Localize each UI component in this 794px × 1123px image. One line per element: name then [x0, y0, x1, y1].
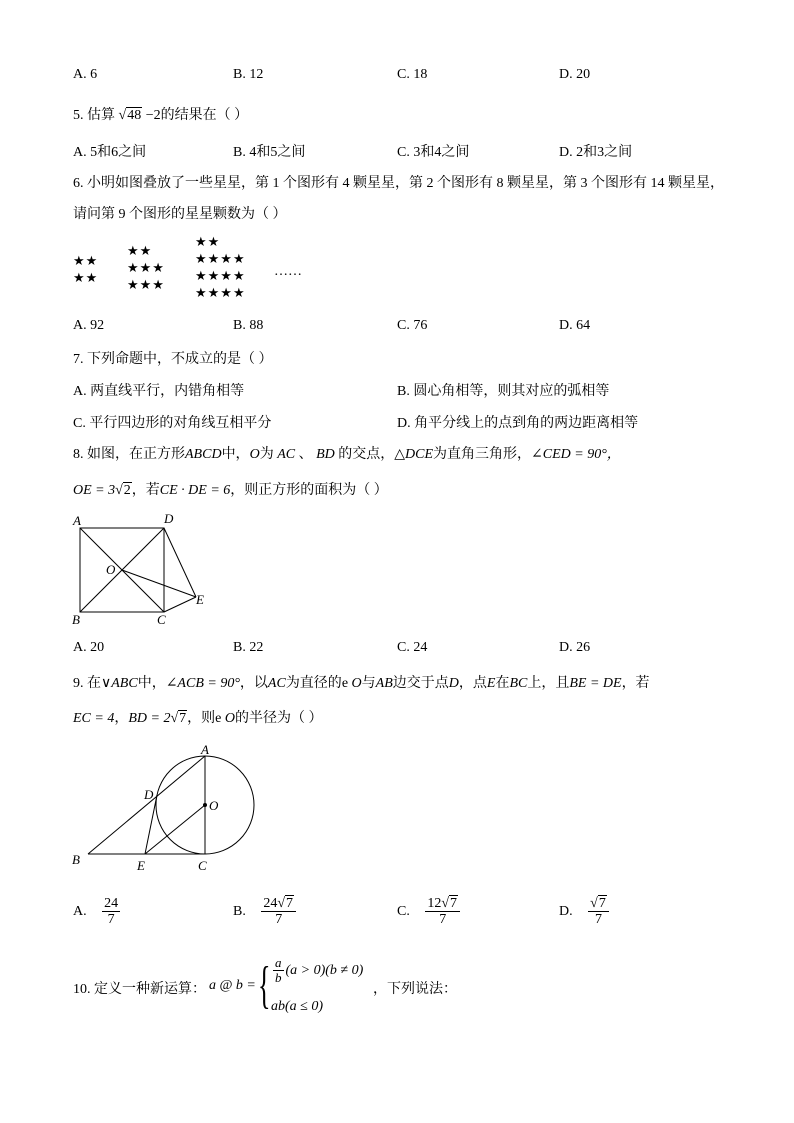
numerator: a	[275, 955, 282, 970]
option-c: C. 76	[397, 318, 428, 333]
option-label: A.	[73, 903, 87, 919]
question-6-line1: 6. 小明如图叠放了一些星星，第 1 个图形有 4 颗星星，第 2 个图形有 8 颗星星，第 3 个图形有 14 颗星星，	[73, 176, 724, 191]
option-d: D. 角平分线上的点到角的两边距离相等	[397, 416, 639, 431]
question-9-line2	[73, 707, 322, 727]
denominator: 7	[107, 912, 115, 928]
option-c: C. 平行四边形的对角线互相平分	[73, 416, 272, 431]
math: BC	[509, 676, 528, 691]
star-row: ★★	[73, 254, 99, 269]
numerator: 24√7	[261, 896, 296, 912]
question-5-stem	[73, 104, 248, 124]
math: △DCE	[394, 447, 434, 462]
label-b: B	[72, 612, 80, 627]
label-a: A	[73, 513, 81, 528]
label-a: A	[201, 742, 209, 757]
option-a: A. 6	[73, 67, 98, 82]
circle-symbol: e	[215, 711, 222, 726]
option-a: A. 20	[73, 640, 105, 655]
denominator: 7	[439, 912, 447, 928]
segment-ce	[164, 597, 196, 612]
text: ，若	[131, 483, 160, 498]
math: ∨ABC	[101, 676, 138, 691]
math: OE = 3	[73, 483, 116, 498]
option-c: C. 3和4之间	[397, 145, 470, 160]
sqrt-48: √48	[118, 108, 142, 123]
option-a: A. 92	[73, 318, 105, 333]
option-c: C. 18	[397, 67, 428, 82]
question-7-stem: 7. 下列命题中，不成立的是（ ）	[73, 352, 273, 367]
fraction	[273, 956, 284, 986]
q10-suffix: ，下列说法：	[373, 982, 457, 997]
option-d: D. 2和3之间	[559, 145, 633, 160]
option-b: B. 88	[233, 318, 264, 333]
radicand: 7	[179, 711, 187, 726]
ellipsis: ……	[274, 264, 302, 279]
q7-options-row2	[0, 412, 794, 432]
math: BE = DE	[569, 676, 622, 691]
label-d: D	[144, 787, 154, 802]
text: 为直角三角形，	[433, 447, 532, 462]
math: ∠CED = 90°，	[531, 447, 621, 462]
label-c: C	[157, 612, 166, 627]
denominator: 7	[594, 912, 602, 928]
math: AC	[267, 676, 286, 691]
option-d: D. 20	[559, 67, 591, 82]
option-label: D.	[559, 903, 573, 919]
label-c: C	[198, 858, 207, 873]
star-row: ★★	[73, 271, 99, 286]
text: 8. 如图，在正方形	[73, 447, 185, 462]
piecewise-case-2: ab(a ≤ 0)	[271, 999, 324, 1014]
option-b: B. 4和5之间	[233, 145, 306, 160]
label-b: B	[72, 852, 80, 867]
numerator: 12√7	[425, 896, 460, 912]
q5-radicand: 48	[127, 108, 142, 123]
text: 上，且	[527, 676, 570, 691]
star-row: ★★★★	[195, 269, 246, 284]
text: 的半径为（ ）	[234, 711, 323, 726]
math: O	[224, 711, 235, 726]
text: ，则	[187, 711, 216, 726]
star-row: ★★★★	[195, 252, 246, 267]
text: 为	[259, 447, 274, 462]
fraction	[102, 896, 120, 928]
q5-prefix: 5. 估算	[73, 108, 115, 123]
question-6-line2: 请问第 9 个图形的星星颗数为（ ）	[73, 207, 287, 222]
text: 9. 在	[73, 676, 101, 691]
denominator: b	[275, 970, 282, 986]
q9-option-c	[397, 896, 462, 928]
text: 、	[298, 447, 313, 462]
label-e: E	[137, 858, 145, 873]
math: O	[249, 447, 260, 462]
piecewise-case-1	[271, 956, 363, 986]
q8-options	[0, 640, 794, 660]
fraction	[261, 896, 296, 928]
label-o: O	[106, 562, 116, 577]
segment-ab	[88, 756, 205, 854]
math: ABCD	[185, 447, 222, 462]
square-figure	[68, 510, 228, 630]
text: 中，	[137, 676, 166, 691]
option-a: A. 两直线平行，内错角相等	[73, 384, 245, 399]
fraction	[588, 896, 609, 928]
radicand: 7	[598, 896, 606, 911]
text: ，则正方形的面积为（ ）	[230, 483, 388, 498]
numerator: √7	[588, 896, 609, 912]
option-d: D. 64	[559, 318, 591, 333]
text: 与	[361, 676, 376, 691]
q5-minus: −2	[145, 108, 161, 123]
math: CE · DE = 6	[159, 483, 231, 498]
question-9-line1	[73, 672, 650, 692]
text: 中，	[221, 447, 250, 462]
star-row: ★★★	[127, 278, 165, 293]
left-brace: {	[258, 957, 271, 1014]
text: 的交点，	[338, 447, 395, 462]
q10-prefix: 10. 定义一种新运算：	[73, 982, 206, 997]
star-row: ★★★★	[195, 286, 246, 301]
text: ，点	[458, 676, 487, 691]
math: E	[486, 676, 496, 691]
math: D	[448, 676, 459, 691]
q4-options	[0, 67, 794, 87]
star-row: ★★	[127, 244, 153, 259]
circle-figure	[66, 738, 266, 878]
text: ，	[114, 711, 129, 726]
coefficient: 12	[427, 896, 442, 911]
q9-option-d	[559, 896, 611, 928]
numerator: 24	[104, 896, 119, 911]
text: 边交于点	[392, 676, 449, 691]
label-o: O	[209, 798, 219, 813]
q5-suffix: 的结果在（ ）	[160, 108, 249, 123]
math: BD	[316, 447, 335, 462]
math: BD = 2	[128, 711, 171, 726]
label-e: E	[196, 592, 204, 607]
star-row: ★★	[195, 235, 221, 250]
text: 在	[495, 676, 510, 691]
center-point	[203, 803, 207, 807]
math: AB	[375, 676, 393, 691]
question-8-line1	[73, 443, 621, 463]
denominator: 7	[275, 912, 283, 928]
sqrt: √2	[115, 483, 131, 498]
condition: (a > 0)(b ≠ 0)	[285, 963, 364, 979]
q9-option-a	[73, 896, 122, 928]
segment-eo	[145, 805, 205, 854]
math: ∠ACB = 90°	[165, 676, 240, 691]
option-b: B. 22	[233, 640, 264, 655]
option-label: B.	[233, 903, 246, 919]
q6-options	[0, 318, 794, 338]
text: 为直径的	[285, 676, 342, 691]
q10-lhs: a @ b =	[209, 978, 256, 993]
option-b: B. 圆心角相等，则其对应的弧相等	[397, 384, 610, 399]
text: ，若	[621, 676, 650, 691]
q9-option-b	[233, 896, 298, 928]
q7-options-row1	[0, 380, 794, 400]
radicand: 7	[450, 896, 458, 911]
circle-symbol: e	[341, 676, 349, 691]
sqrt: √7	[170, 711, 187, 726]
option-label: C.	[397, 903, 410, 919]
math: O	[351, 676, 362, 691]
fraction	[425, 896, 460, 928]
q5-options	[0, 141, 794, 161]
star-row: ★★★	[127, 261, 165, 276]
option-c: C. 24	[397, 640, 428, 655]
radicand: 2	[123, 483, 131, 498]
radicand: 7	[286, 896, 294, 911]
option-b: B. 12	[233, 67, 264, 82]
label-d: D	[164, 511, 174, 526]
option-d: D. 26	[559, 640, 591, 655]
coefficient: 24	[263, 896, 278, 911]
option-a: A. 5和6之间	[73, 145, 147, 160]
question-8-line2	[73, 479, 388, 499]
text: ，以	[239, 676, 268, 691]
math: AC	[277, 447, 296, 462]
math: EC = 4	[73, 711, 115, 726]
